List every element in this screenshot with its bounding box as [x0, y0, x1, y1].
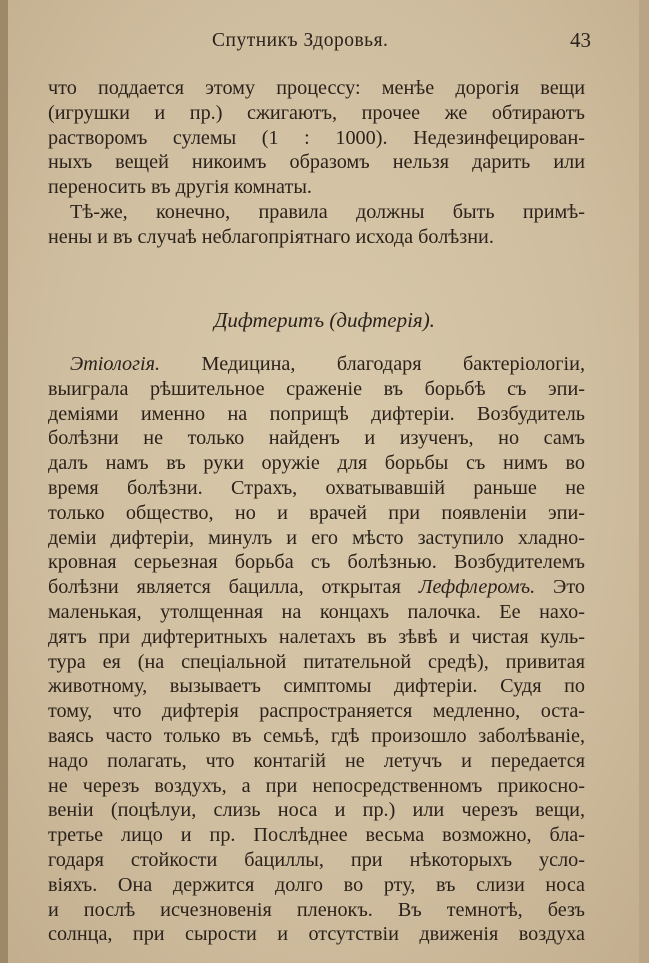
text-line: ваясь часто только въ семьѣ, гдѣ произошло заболѣваніе, — [48, 724, 585, 747]
lead-italic: Этіологія. — [70, 353, 161, 375]
lead-rest: Медицина, благодаря бактеріологіи, — [160, 353, 585, 375]
loeffler-pre: болѣзни является бацилла, открытая — [48, 576, 419, 599]
text-line: дятъ при дифтеритныхъ налетахъ въ зѣвѣ и чистая куль- — [48, 625, 585, 648]
body-text-section — [48, 352, 585, 947]
loeffler-post: Это — [535, 576, 585, 599]
text-line: кровная серьезная борьба съ болѣзнью. Возбудителемъ — [48, 551, 585, 574]
text-line: маленькая, утолщенная на концахъ палочка. Ее нахо- — [48, 600, 585, 623]
text-line: солнца, при сырости и отсутствіи движенія воздуха — [48, 923, 585, 946]
text-line: (игрушки и пр.) сжигаютъ, прочее же обтираютъ — [48, 101, 585, 124]
text-line: Тѣ-же, конечно, правила должны быть примѣ- — [70, 200, 585, 223]
body-text-top — [48, 76, 585, 250]
text-line: нены и въ случаѣ неблагопріятнаго исхода болѣзни. — [48, 225, 494, 248]
text-line: время болѣзни. Страхъ, охватывавшій раньше не — [48, 476, 585, 499]
text-line: болѣзни не только найденъ и изученъ, но самъ — [48, 427, 585, 450]
text-line: ныхъ вещей никоимъ образомъ нельзя дарить или — [48, 151, 585, 174]
text-line — [48, 352, 585, 377]
text-line: віяхъ. Она держится долго во рту, въ слизи носа — [48, 873, 585, 896]
text-line: третье лицо и пр. Послѣднее весьма возможно, бла- — [48, 824, 585, 847]
text-line: что поддается этому процессу: менѣе дорогія вещи — [48, 77, 585, 99]
text-line: и послѣ исчезновенія пленокъ. Въ темнотѣ, безъ — [48, 898, 585, 921]
text-line: веніи (поцѣлуи, слизь носа и пр.) или черезъ вещи, — [48, 799, 585, 822]
text-line: далъ намъ въ руки оружіе для борьбы съ нимъ во — [48, 452, 585, 475]
text-line: надо полагать, что контагій не летучъ и передается — [48, 749, 585, 772]
page-edge-right — [639, 0, 649, 963]
text-line: тура ея (на спеціальной питательной средѣ), привитая — [48, 650, 585, 673]
text-line: тому, что дифтерія распространяется медленно, оста- — [48, 700, 585, 723]
text-line: деміи дифтеріи, минулъ и его мѣсто заступило хладно- — [48, 526, 585, 549]
page-edge-left — [0, 0, 8, 963]
running-title: Спутникъ Здоровья. — [212, 30, 389, 51]
text-line: растворомъ сулемы (1 : 1000). Недезинфецирован- — [48, 126, 585, 149]
text-line: только общество, но и врачей при появленіи эпи- — [48, 501, 585, 524]
section-title: Дифтеритъ (дифтерія). — [214, 308, 435, 332]
text-line: не черезъ воздухъ, а при непосредственномъ прикосно- — [48, 774, 585, 797]
text-line: животному, вызываетъ симптомы дифтеріи. Судя по — [48, 675, 585, 698]
page-number: 43 — [570, 28, 591, 52]
text-line: деміями именно на поприщѣ дифтеріи. Возбудитель — [48, 402, 585, 425]
loeffler-name: Леффлеромъ. — [418, 576, 536, 599]
text-line — [48, 575, 585, 600]
text-line: переносить въ другія комнаты. — [48, 176, 312, 199]
text-line: годаря стойкости бациллы, при нѣкоторыхъ усло- — [48, 848, 585, 871]
page-header — [40, 24, 609, 58]
text-line: выиграла рѣшительное сраженіе въ борьбѣ съ эпи- — [48, 377, 585, 400]
